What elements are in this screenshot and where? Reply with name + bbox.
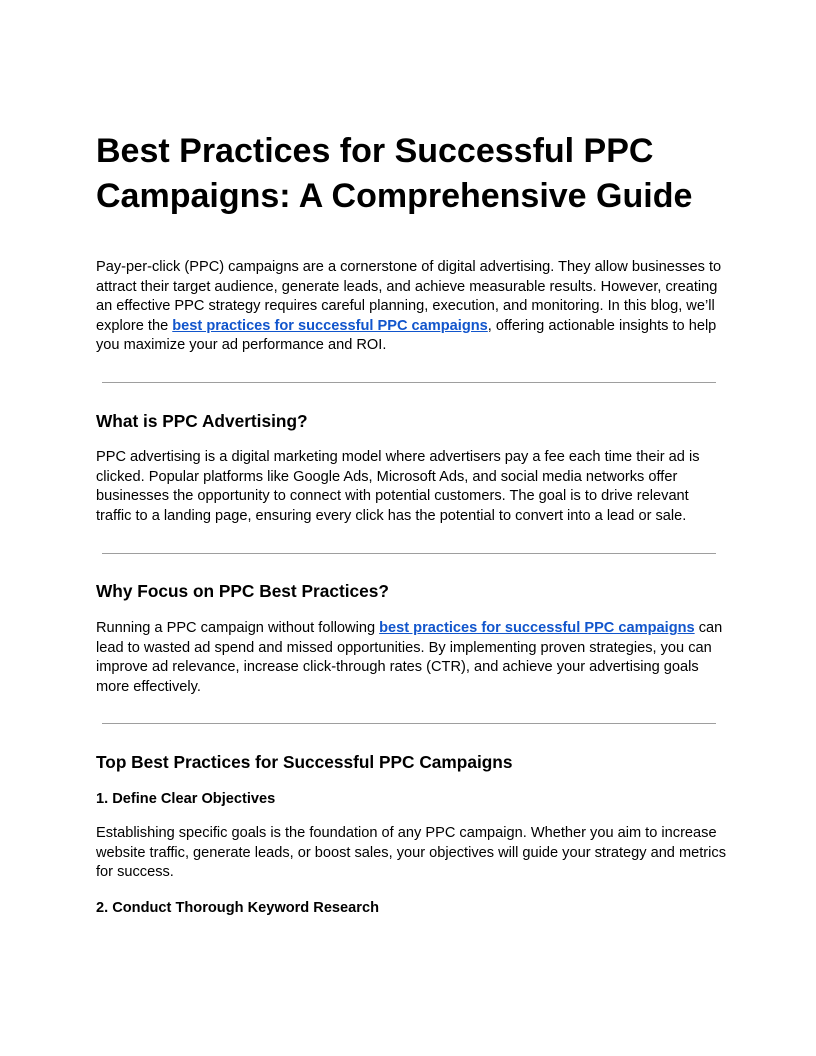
section-heading-what-is-ppc: What is PPC Advertising? [96, 411, 308, 431]
section-divider [102, 382, 716, 383]
intro-text-before-link: Pay-per-click (PPC) campaigns are a cornerstone of digital advertising. They allow businesses to attract their target audience, generate leads, and achieve measurable results. However, creating an effective PPC strategy requires careful planning, execution, and monitoring. In this blog, we’ll explore the [96, 259, 722, 334]
intro-paragraph [96, 258, 726, 356]
define-objectives-paragraph: Establishing specific goals is the foundation of any PPC campaign. Whether you aim to increase website traffic, generate leads, or boost sales, your objectives will guide your strategy and metrics for success. [96, 825, 727, 880]
why-focus-text-after-link: can lead to wasted ad spend and missed opportunities. By implementing proven strategies, you can improve ad relevance, increase click-through rates (CTR), and achieve your advertising goals more effectively. [96, 620, 723, 695]
section-divider [102, 723, 716, 724]
why-focus-best-practices-link[interactable]: best practices for successful PPC campaigns [379, 620, 695, 636]
subheading-define-objectives: 1. Define Clear Objectives [96, 791, 276, 807]
intro-best-practices-link[interactable]: best practices for successful PPC campaigns [172, 317, 488, 334]
subheading-keyword-research: 2. Conduct Thorough Keyword Research [96, 900, 379, 916]
why-focus-paragraph [96, 619, 726, 697]
why-focus-text-before-link: Running a PPC campaign without following [96, 620, 380, 636]
section-heading-top-practices: Top Best Practices for Successful PPC Campaigns [96, 752, 513, 772]
section-divider [102, 553, 716, 554]
what-is-ppc-paragraph: PPC advertising is a digital marketing model where advertisers pay a fee each time their ad is clicked. Popular platforms like Google Ads, Microsoft Ads, and social media networks offer businesses the opportunity to connect with potential customers. The goal is to drive relevant traffic to a landing page, ensuring every click has the potential to convert into a lead or sale. [96, 449, 700, 524]
intro-text-after-link: , offering actionable insights to help you maximize your ad performance and ROI. [96, 317, 717, 353]
section-heading-why-focus: Why Focus on PPC Best Practices? [96, 581, 389, 601]
page-title: Best Practices for Successful PPC Campaigns: A Comprehensive Guide [96, 132, 693, 215]
